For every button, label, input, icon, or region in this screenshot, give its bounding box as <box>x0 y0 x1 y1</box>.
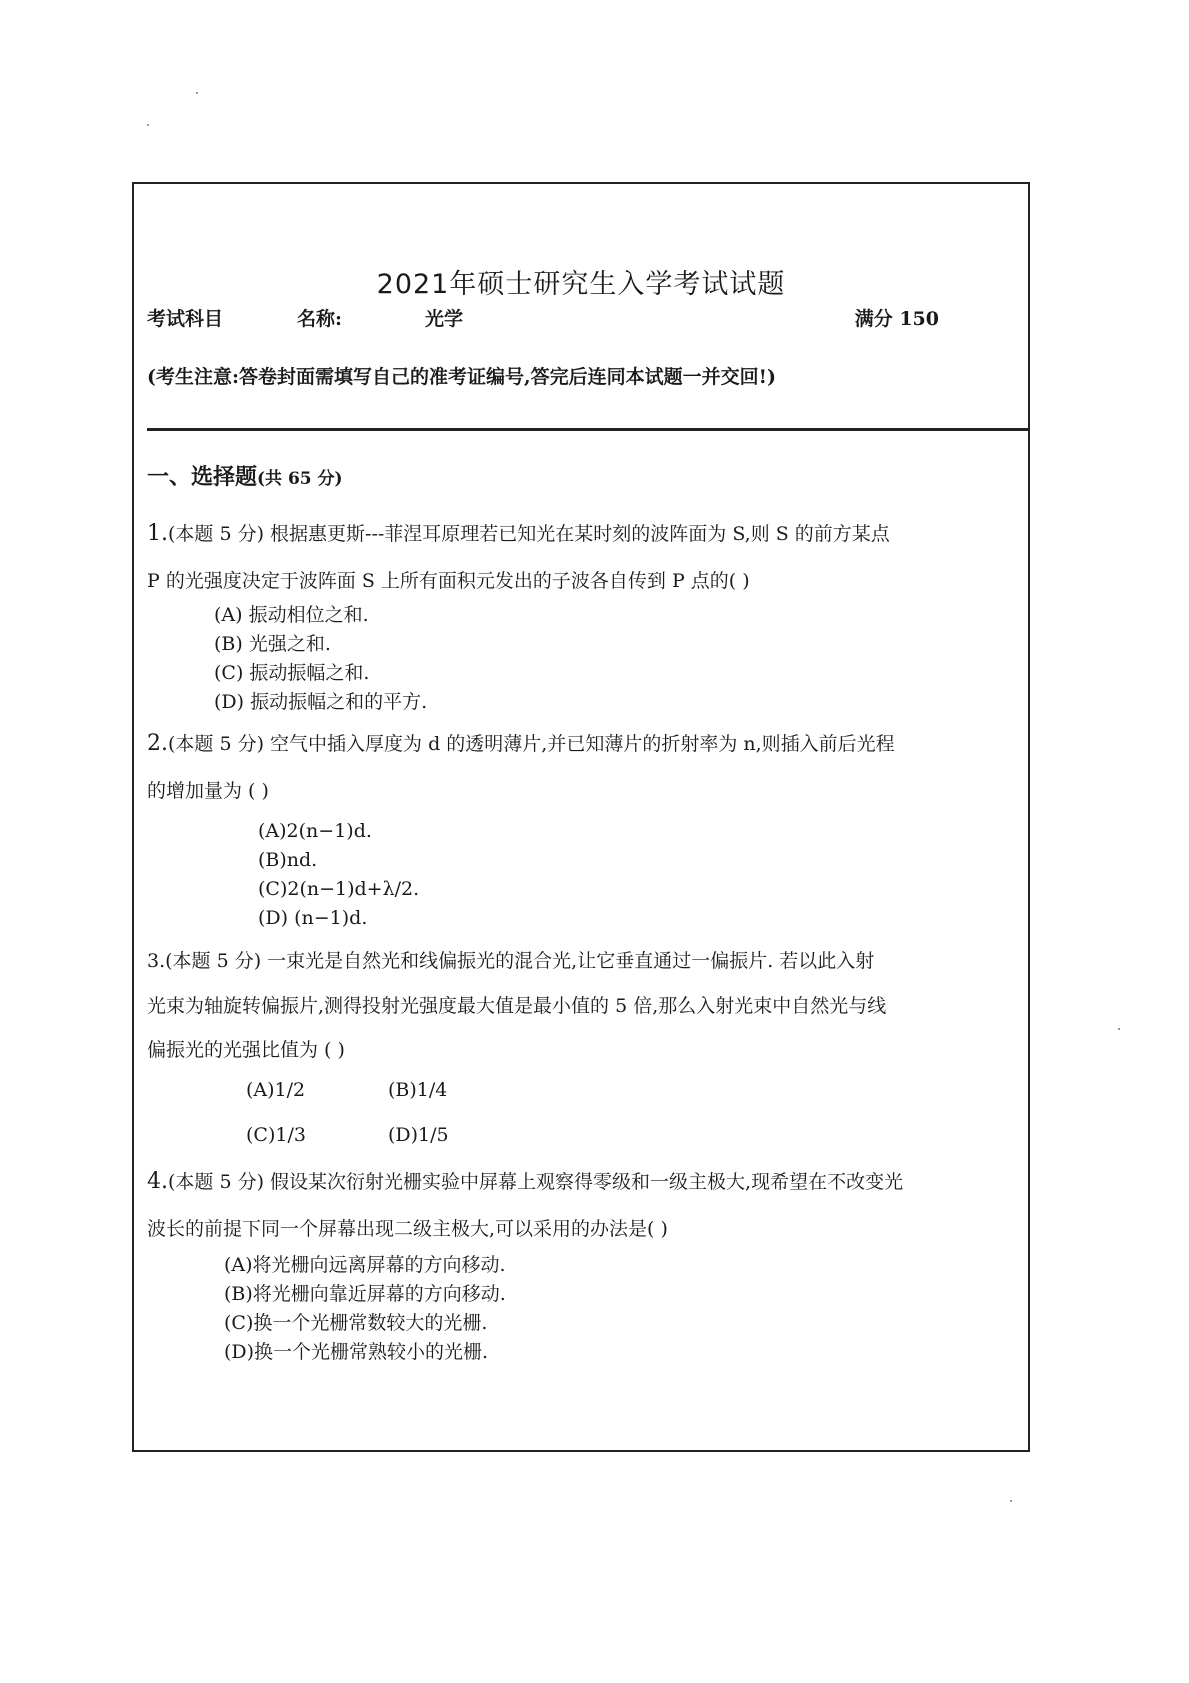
exam-title: 2021年硕士研究生入学考试试题 <box>376 269 786 300</box>
question-1-option-c: (C) 振动振幅之和. <box>214 662 370 684</box>
question-text: (本题 5 分) 假设某次衍射光栅实验中屏幕上观察得零级和一级主极大,现希望在不改变光 <box>168 1171 904 1193</box>
question-3-option-b: (B)1/4 <box>388 1079 448 1101</box>
question-1-line-2: P 的光强度决定于波阵面 S 上所有面积元发出的子波各自传到 P 点的( ) <box>147 570 750 592</box>
scan-speck <box>147 124 149 126</box>
question-3-line-3: 偏振光的光强比值为 ( ) <box>147 1039 345 1061</box>
course-name: 光学 <box>425 308 464 330</box>
question-3-line-1 <box>147 946 1016 973</box>
section-points: (共 65 分) <box>257 469 343 489</box>
question-1-option-d: (D) 振动振幅之和的平方. <box>214 691 428 713</box>
question-3-option-c: (C)1/3 <box>246 1124 306 1146</box>
scan-speck <box>1010 1500 1012 1502</box>
question-4-line-2: 波长的前提下同一个屏幕出现二级主极大,可以采用的办法是( ) <box>147 1218 668 1240</box>
question-4-option-d: (D)换一个光栅常熟较小的光栅. <box>224 1341 489 1363</box>
question-2-option-a: (A)2(n−1)d. <box>258 820 372 842</box>
question-number: 4. <box>147 1169 168 1194</box>
question-3-option-a: (A)1/2 <box>246 1079 306 1101</box>
question-1-line-1 <box>147 519 1016 546</box>
question-number: 2. <box>147 731 168 756</box>
question-3-line-2: 光束为轴旋转偏振片,测得投射光强度最大值是最小值的 5 倍,那么入射光束中自然光与线 <box>147 995 887 1017</box>
question-4-option-a: (A)将光栅向远离屏幕的方向移动. <box>224 1254 506 1276</box>
exam-meta-row <box>147 304 1015 334</box>
question-2-option-b: (B)nd. <box>258 849 318 871</box>
section-title: 一、选择题 <box>147 464 258 490</box>
question-2-option-d: (D) (n−1)d. <box>258 907 368 929</box>
subject-label: 考试科目 <box>147 308 224 330</box>
exam-paper-frame <box>132 182 1030 1452</box>
question-4-line-1 <box>147 1167 1016 1194</box>
question-4-option-c: (C)换一个光栅常数较大的光栅. <box>224 1312 488 1334</box>
scan-speck <box>196 92 198 94</box>
section-heading <box>147 460 343 491</box>
question-2-line-2: 的增加量为 ( ) <box>147 780 269 802</box>
question-4-option-b: (B)将光栅向靠近屏幕的方向移动. <box>224 1283 506 1305</box>
question-1-option-b: (B) 光强之和. <box>214 633 331 655</box>
candidate-notice: (考生注意:答卷封面需填写自己的准考证编号,答完后连同本试题一并交回!) <box>147 366 776 388</box>
header-divider <box>147 428 1030 431</box>
question-1-option-a: (A) 振动相位之和. <box>214 604 369 626</box>
full-score: 满分 150 <box>854 308 939 330</box>
question-number: 3. <box>147 950 166 972</box>
scan-speck <box>1118 1028 1120 1030</box>
question-text: (本题 5 分) 空气中插入厚度为 d 的透明薄片,并已知薄片的折射率为 n,则插入前后光程 <box>168 733 895 755</box>
name-label: 名称: <box>297 308 343 330</box>
question-3-option-d: (D)1/5 <box>388 1124 449 1146</box>
question-number: 1. <box>147 521 168 546</box>
question-2-option-c: (C)2(n−1)d+λ/2. <box>258 878 420 900</box>
question-text: (本题 5 分) 一束光是自然光和线偏振光的混合光,让它垂直通过一偏振片. 若以此入射 <box>165 950 875 972</box>
question-2-line-1 <box>147 729 1016 756</box>
question-text: (本题 5 分) 根据惠更斯---菲涅耳原理若已知光在某时刻的波阵面为 S,则 S 的前方某点 <box>168 523 890 545</box>
